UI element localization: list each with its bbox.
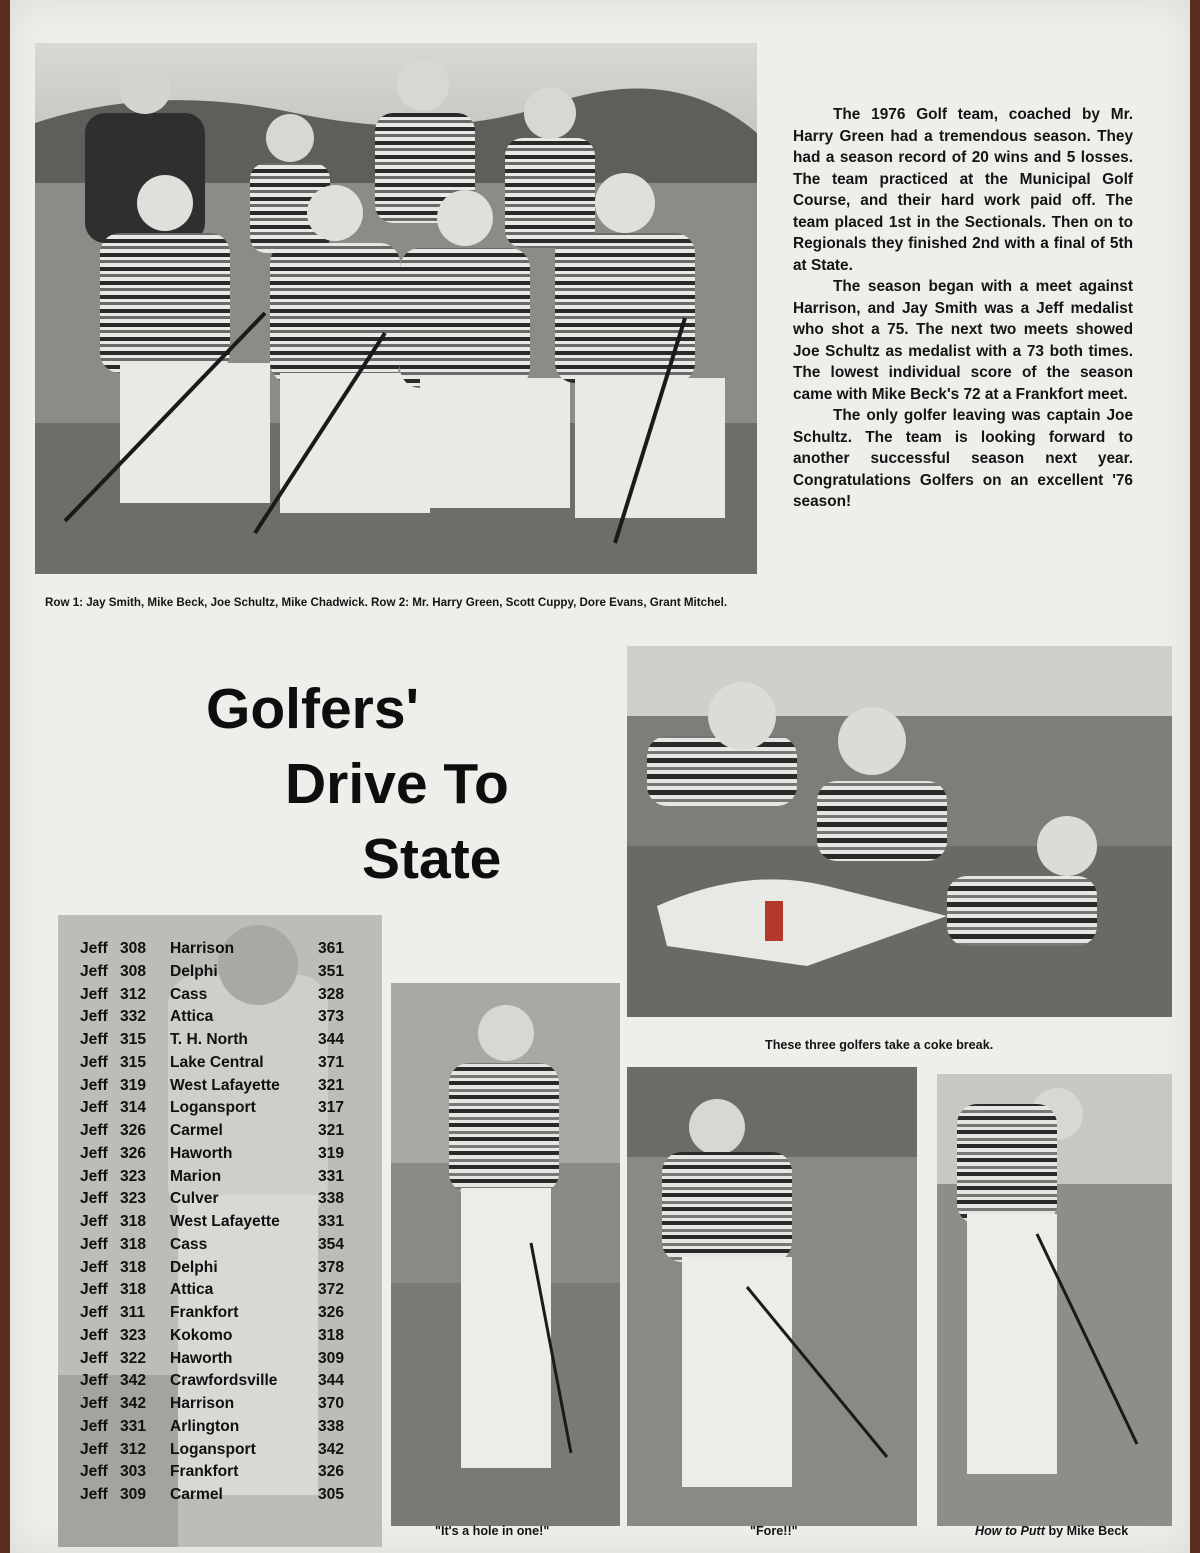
- table-row: Jeff 322 Haworth 309: [80, 1349, 345, 1367]
- table-row: Jeff 323 Kokomo 318: [80, 1326, 345, 1344]
- coke-break-photo: [627, 646, 1172, 1017]
- table-row: Jeff 318 West Lafayette 331: [80, 1213, 345, 1230]
- score-table: [80, 938, 380, 1507]
- headline-line-2: Drive To: [285, 752, 509, 816]
- how-to-putt-title: How to Putt: [975, 1524, 1045, 1538]
- table-row: Jeff 342 Crawfordsville 344: [80, 1372, 345, 1390]
- table-row: Jeff 312 Cass 328: [80, 985, 345, 1003]
- table-row: Jeff 318 Cass 354: [80, 1235, 345, 1253]
- table-row: Jeff 319 West Lafayette 321: [80, 1076, 345, 1094]
- fore-photo: [627, 1067, 917, 1526]
- article-paragraph: The season began with a meet against Harrison, and Jay Smith was a Jeff medalist who shot a 75. The next two meets showed Joe Schultz as medalist with a 73 both times. The lowest individual score of the season came with Mike Beck's 72 at a Frankfort meet.: [793, 278, 1133, 403]
- article-paragraph: The 1976 Golf team, coached by Mr. Harry Green had a tremendous season. They had a season record of 20 wins and 5 losses. The team practiced at the Municipal Golf Course, and their hard work paid off. The team placed 1st in the Sectionals. Then on to Regionals they finished 2nd with a final of 5th at State.: [793, 106, 1133, 274]
- coke-break-caption: These three golfers take a coke break.: [765, 1038, 994, 1052]
- table-row: Jeff 308 Harrison 361: [80, 940, 345, 957]
- table-row: Jeff 308 Delphi 351: [80, 962, 345, 980]
- article-text: [793, 104, 1133, 513]
- table-row: Jeff 323 Culver 338: [80, 1190, 345, 1208]
- how-to-putt-photo: [937, 1074, 1172, 1526]
- table-row: Jeff 331 Arlington 338: [80, 1417, 345, 1435]
- hole-in-one-photo: [391, 983, 620, 1526]
- table-row: Jeff 323 Marion 331: [80, 1167, 345, 1185]
- table-row: Jeff 314 Logansport 317: [80, 1099, 345, 1117]
- hole-in-one-caption: "It's a hole in one!": [435, 1524, 550, 1538]
- article-paragraph: The only golfer leaving was captain Joe Schultz. The team is looking forward to another successful season next year. Congratulations Golfers on an excellent '76 season!: [793, 407, 1133, 510]
- table-row: Jeff 332 Attica 373: [80, 1008, 345, 1026]
- table-row: Jeff 315 T. H. North 344: [80, 1031, 345, 1048]
- fore-caption: "Fore!!": [750, 1524, 798, 1538]
- headline: [190, 672, 610, 897]
- team-group-photo: [35, 43, 757, 574]
- headline-line-3: State: [362, 827, 502, 891]
- yearbook-page: [10, 0, 1190, 1553]
- table-row: Jeff 326 Carmel 321: [80, 1122, 345, 1139]
- table-row: Jeff 326 Haworth 319: [80, 1144, 345, 1162]
- table-row: Jeff 342 Harrison 370: [80, 1395, 345, 1412]
- how-to-putt-caption: [975, 1524, 1128, 1538]
- season-scores: [58, 915, 382, 1547]
- table-row: Jeff 318 Attica 372: [80, 1281, 345, 1299]
- how-to-putt-byline: by Mike Beck: [1044, 1524, 1129, 1538]
- group-photo-caption: Row 1: Jay Smith, Mike Beck, Joe Schultz, Mike Chadwick. Row 2: Mr. Harry Green, Scott Cuppy, Dore Evans, Grant Mitchel.: [45, 596, 728, 609]
- table-row: Jeff 311 Frankfort 326: [80, 1304, 345, 1321]
- headline-line-1: Golfers': [206, 677, 420, 741]
- table-row: Jeff 303 Frankfort 326: [80, 1463, 345, 1481]
- table-row: Jeff 315 Lake Central 371: [80, 1053, 345, 1071]
- table-row: Jeff 318 Delphi 378: [80, 1258, 345, 1276]
- table-row: Jeff 312 Logansport 342: [80, 1440, 345, 1458]
- table-row: Jeff 309 Carmel 305: [80, 1486, 345, 1503]
